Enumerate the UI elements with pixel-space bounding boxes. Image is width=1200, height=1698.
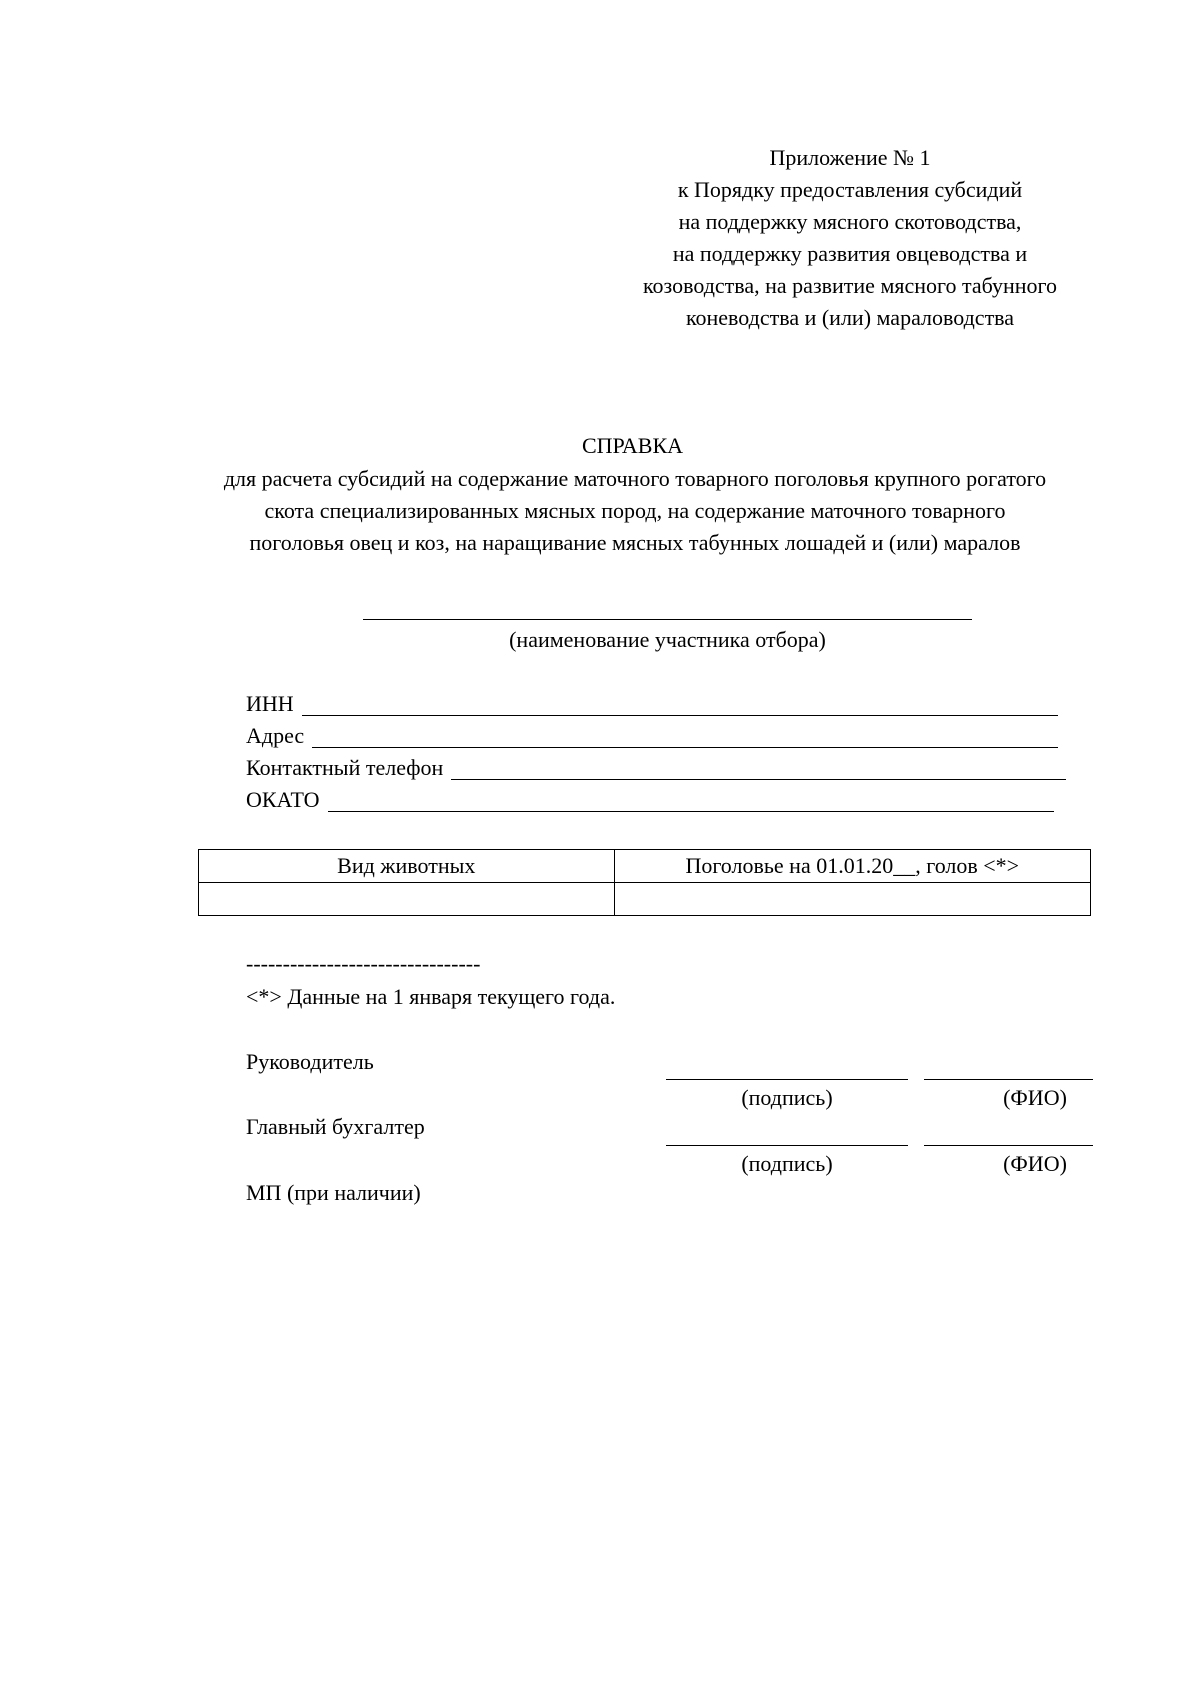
seal-label: МП (при наличии): [246, 1180, 421, 1205]
appendix-line: на поддержку мясного скотоводства,: [678, 209, 1022, 234]
accountant-fio-caption: (ФИО): [1003, 1151, 1067, 1176]
head-signature-line[interactable]: [666, 1079, 908, 1080]
accountant-label: Главный бухгалтер: [246, 1114, 425, 1139]
footnote-separator: --------------------------------: [246, 951, 481, 976]
cell-animal-type[interactable]: [199, 883, 615, 916]
table-header-row: [199, 850, 1091, 883]
inn-field: [246, 688, 1058, 720]
phone-field: [246, 752, 1066, 784]
inn-input-line[interactable]: [302, 691, 1058, 716]
appendix-block: [600, 142, 1100, 334]
head-label: Руководитель: [246, 1049, 374, 1074]
okato-label: ОКАТО: [246, 787, 320, 812]
appendix-line: Приложение № 1: [769, 145, 931, 170]
head-fio-line[interactable]: [924, 1079, 1093, 1080]
appendix-line: козоводства, на развитие мясного табунного: [642, 273, 1058, 298]
participant-name-caption: (наименование участника отбора): [509, 627, 826, 652]
address-input-line[interactable]: [312, 723, 1058, 748]
subtitle-line: для расчета субсидий на содержание маточного товарного поголовья крупного рогатого: [223, 466, 1047, 491]
inn-label: ИНН: [246, 691, 294, 716]
appendix-line: коневодства и (или) мараловодства: [685, 305, 1015, 330]
document-subtitle: [150, 463, 1120, 559]
head-signature-caption: (подпись): [741, 1085, 833, 1110]
cell-head-count[interactable]: [614, 883, 1090, 916]
head-fio-caption: (ФИО): [1003, 1085, 1067, 1110]
header-animal-type: Вид животных: [199, 850, 615, 883]
phone-label: Контактный телефон: [246, 755, 444, 780]
okato-input-line[interactable]: [328, 787, 1054, 812]
footnote-text: <*> Данные на 1 января текущего года.: [246, 984, 616, 1009]
document-title: СПРАВКА: [581, 433, 684, 458]
subtitle-line: поголовья овец и коз, на наращивание мясных табунных лошадей и (или) маралов: [249, 530, 1021, 555]
accountant-fio-line[interactable]: [924, 1145, 1093, 1146]
address-field: [246, 720, 1058, 752]
address-label: Адрес: [246, 723, 305, 748]
subtitle-line: скота специализированных мясных пород, на содержание маточного товарного: [264, 498, 1006, 523]
accountant-signature-caption: (подпись): [741, 1151, 833, 1176]
livestock-table: [198, 849, 1091, 916]
phone-input-line[interactable]: [451, 755, 1066, 780]
participant-name-field[interactable]: [363, 619, 972, 620]
okato-field: [246, 784, 1054, 816]
accountant-signature-line[interactable]: [666, 1145, 908, 1146]
appendix-line: на поддержку развития овцеводства и: [672, 241, 1028, 266]
header-head-count: Поголовье на 01.01.20__, голов <*>: [614, 850, 1090, 883]
table-row: [199, 883, 1091, 916]
appendix-line: к Порядку предоставления субсидий: [677, 177, 1023, 202]
